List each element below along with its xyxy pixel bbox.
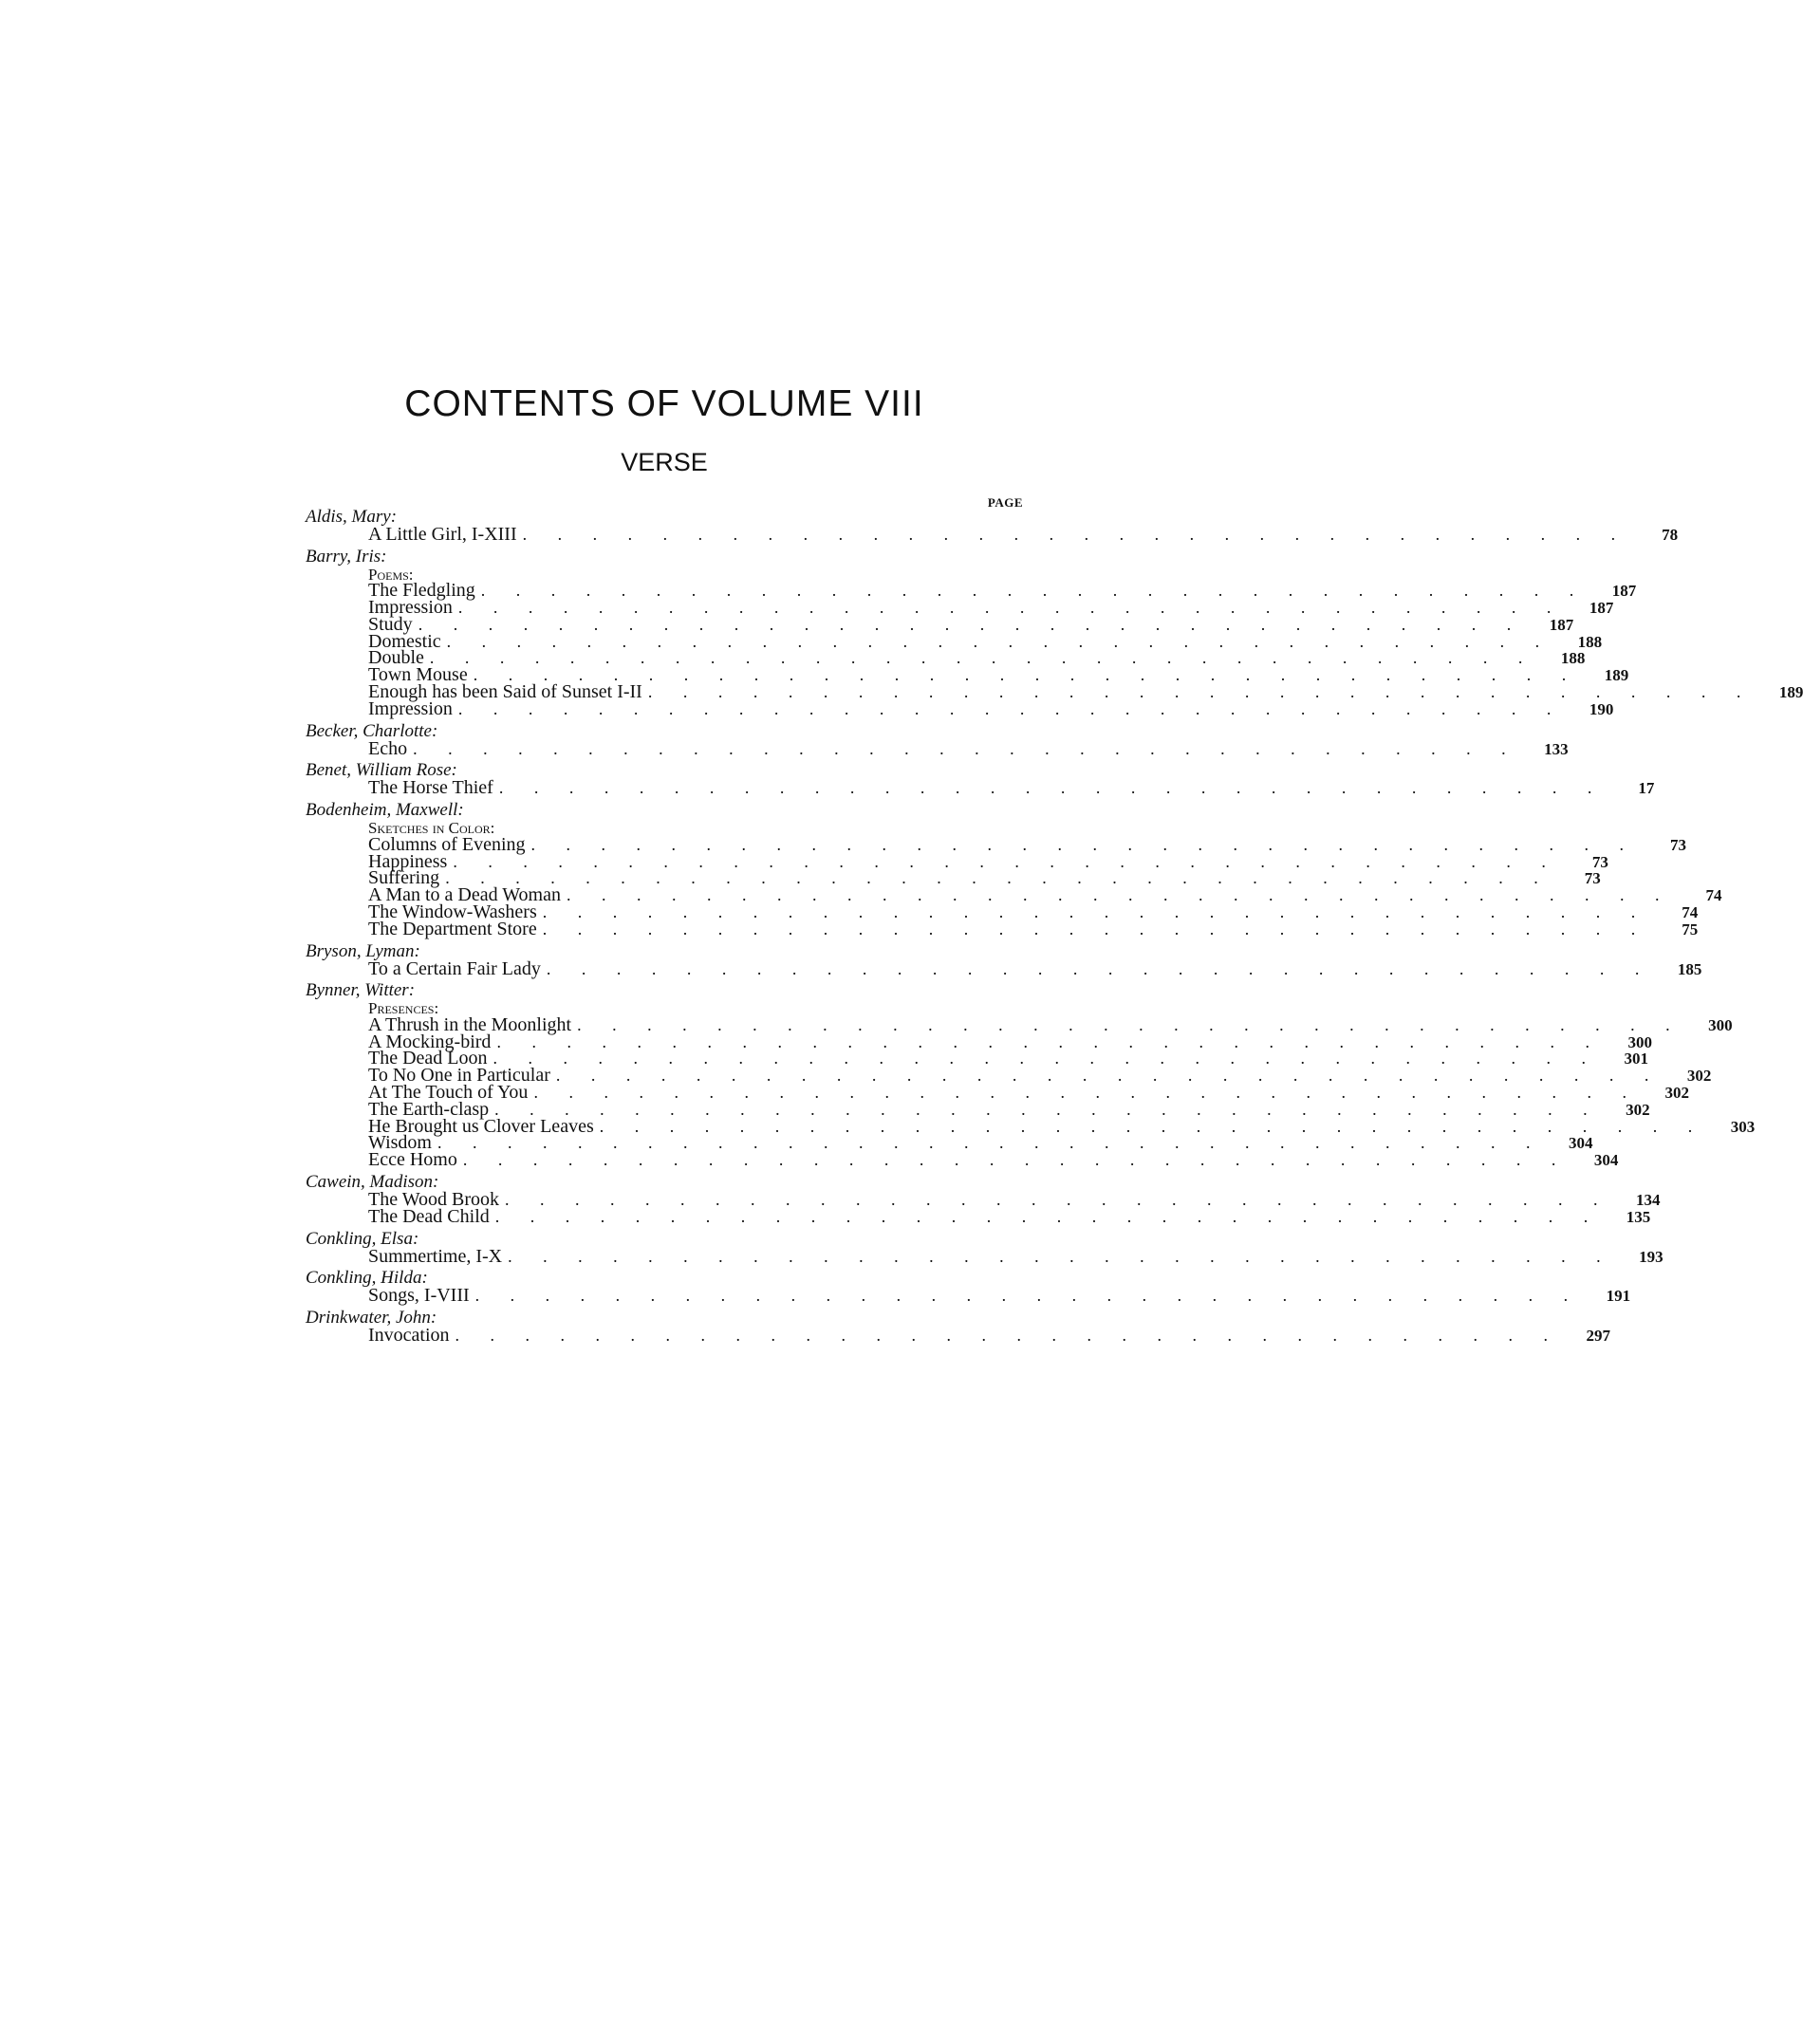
dot-leader: . . . . . . . . . . . . . . . . . . . . . . . . . . . . . . . .	[446, 631, 1553, 651]
entry-title: A Little Girl, I-XIII	[368, 524, 517, 545]
dot-leader: . . . . . . . . . . . . . . . . . . . . . . . . . . . . . . . .	[494, 1099, 1601, 1119]
entry-page-number: 133	[1544, 739, 1569, 758]
author-block	[306, 1228, 1664, 1267]
entry-title: At The Touch of You	[368, 1082, 529, 1104]
toc-entry	[368, 918, 1699, 939]
dot-leader: . . . . . . . . . . . . . . . . . . . . . . . . . . . . . . . .	[530, 834, 1638, 854]
author-block	[306, 507, 1679, 545]
dot-leader: . . . . . . . . . . . . . . . . . . . . . . . . . . . . . . . .	[647, 682, 1755, 702]
entry-page-number: 304	[1568, 1134, 1593, 1153]
entry-title: Summertime, I-X	[368, 1245, 503, 1267]
entry-title: A Man to a Dead Woman	[368, 884, 561, 906]
entry-title: Ecce Homo	[368, 1149, 457, 1171]
toc-entry	[368, 1325, 1611, 1347]
dot-leader: . . . . . . . . . . . . . . . . . . . . . . . . . . . . . . . .	[474, 1286, 1582, 1306]
entry-page-number: 190	[1589, 699, 1614, 718]
entry-page-number: 78	[1662, 526, 1679, 544]
entry-page-number: 74	[1682, 902, 1699, 921]
entry-title: The Fledgling	[368, 580, 475, 602]
entry-title: The Department Store	[368, 918, 537, 939]
group-heading: Poems:	[368, 565, 414, 584]
toc-entry	[368, 1245, 1664, 1267]
entry-page-number: 187	[1549, 615, 1574, 634]
entry-title: Double	[368, 647, 424, 669]
toc-entry	[368, 1205, 1651, 1227]
dot-leader: . . . . . . . . . . . . . . . . . . . . . . . . . . . . . . . .	[555, 1066, 1663, 1086]
entry-title: Happiness	[368, 850, 448, 872]
author-name: Cawein, Madison:	[306, 1172, 439, 1193]
entry-page-number: 135	[1626, 1207, 1651, 1226]
dot-leader: . . . . . . . . . . . . . . . . . . . . . . . . . . . . . . . .	[508, 1246, 1614, 1266]
entry-page-number: 189	[1778, 683, 1803, 702]
entry-page-number: 297	[1586, 1327, 1611, 1346]
entry-title: The Wood Brook	[368, 1189, 500, 1211]
entry-page-number: 187	[1611, 582, 1637, 601]
entry-page-number: 302	[1626, 1100, 1650, 1119]
entry-title: Songs, I-VIII	[368, 1285, 470, 1307]
dot-leader: . . . . . . . . . . . . . . . . . . . . . . . . . . . . . . . .	[533, 1083, 1640, 1103]
entry-page-number: 193	[1639, 1247, 1664, 1266]
entry-page-number: 301	[1624, 1050, 1649, 1068]
entry-title: Suffering	[368, 867, 440, 889]
entry-title: The Dead Loon	[368, 1048, 488, 1069]
dot-leader: . . . . . . . . . . . . . . . . . . . . . . . . . . . . . . . .	[522, 525, 1629, 544]
entry-title: The Horse Thief	[368, 777, 493, 799]
dot-leader: . . . . . . . . . . . . . . . . . . . . . . . . . . . . . . . .	[546, 958, 1653, 978]
dot-leader: . . . . . . . . . . . . . . . . . . . . . . . . . . . . . . . .	[498, 778, 1606, 798]
entry-page-number: 185	[1677, 959, 1702, 978]
toc-entry	[368, 777, 1655, 799]
entry-page-number: 302	[1664, 1084, 1689, 1103]
author-block	[306, 940, 1702, 979]
author-block	[306, 980, 1756, 1171]
entry-title: To a Certain Fair Lady	[368, 957, 541, 979]
dot-leader: . . . . . . . . . . . . . . . . . . . . . . . . . . . . . . . .	[445, 868, 1552, 888]
dot-leader: . . . . . . . . . . . . . . . . . . . . . . . . . . . . . . . .	[418, 614, 1525, 634]
entry-title: Columns of Evening	[368, 833, 526, 855]
dot-leader: . . . . . . . . . . . . . . . . . . . . . . . . . . . . . . . .	[542, 919, 1649, 938]
dot-leader: . . . . . . . . . . . . . . . . . . . . . . . . . . . . . . . .	[566, 885, 1673, 905]
entry-page-number: 75	[1682, 920, 1699, 938]
page-column-label: PAGE	[987, 495, 1023, 510]
toc-entry	[368, 957, 1702, 979]
dot-leader: . . . . . . . . . . . . . . . . . . . . . . . . . . . . . . . .	[493, 1049, 1600, 1068]
dot-leader: . . . . . . . . . . . . . . . . . . . . . . . . . . . . . . . .	[473, 665, 1580, 685]
author-name: Benet, William Rose:	[306, 760, 457, 781]
section-title: VERSE	[621, 448, 708, 476]
author-name: Bodenheim, Maxwell:	[306, 800, 464, 821]
entry-page-number: 303	[1730, 1117, 1756, 1136]
entry-page-number: 189	[1604, 666, 1629, 685]
author-block	[306, 800, 1722, 939]
entry-title: The Dead Child	[368, 1205, 490, 1227]
entry-title: Study	[368, 613, 413, 635]
entry-page-number: 17	[1638, 779, 1655, 798]
author-block	[306, 546, 1803, 719]
entry-page-number: 304	[1593, 1151, 1619, 1170]
entry-page-number: 73	[1670, 835, 1687, 854]
author-block	[306, 720, 1569, 759]
toc-entry	[368, 737, 1569, 759]
entry-title: Town Mouse	[368, 664, 468, 686]
author-name: Becker, Charlotte:	[306, 720, 438, 741]
group-heading: Presences:	[368, 999, 439, 1018]
dot-leader: . . . . . . . . . . . . . . . . . . . . . . . . . . . . . . . .	[494, 1206, 1602, 1226]
author-block	[306, 760, 1655, 799]
entry-page-number: 300	[1708, 1015, 1733, 1034]
dot-leader: . . . . . . . . . . . . . . . . . . . . . . . . . . . . . . . .	[437, 1133, 1544, 1153]
author-block	[306, 1308, 1611, 1347]
author-block	[306, 1268, 1631, 1307]
author-name: Conkling, Elsa:	[306, 1228, 419, 1249]
toc-entry	[368, 697, 1614, 719]
page-title: CONTENTS OF VOLUME VIII	[404, 383, 924, 424]
entry-page-number: 302	[1686, 1067, 1712, 1086]
dot-leader: . . . . . . . . . . . . . . . . . . . . . . . . . . . . . . . .	[496, 1031, 1603, 1051]
table-of-contents	[306, 507, 1803, 1348]
dot-leader: . . . . . . . . . . . . . . . . . . . . . . . . . . . . . . . .	[429, 648, 1536, 668]
toc-entry	[368, 1285, 1631, 1307]
dot-leader: . . . . . . . . . . . . . . . . . . . . . . . . . . . . . . . .	[413, 738, 1519, 758]
toc-entry	[368, 1149, 1619, 1171]
dot-leader: . . . . . . . . . . . . . . . . . . . . . . . . . . . . . . . .	[577, 1014, 1683, 1034]
dot-leader: . . . . . . . . . . . . . . . . . . . . . . . . . . . . . . . .	[599, 1116, 1706, 1136]
dot-leader: . . . . . . . . . . . . . . . . . . . . . . . . . . . . . . . .	[453, 851, 1559, 871]
entry-title: Invocation	[368, 1325, 450, 1347]
entry-title: Echo	[368, 737, 408, 759]
dot-leader: . . . . . . . . . . . . . . . . . . . . . . . . . . . . . . . .	[462, 1150, 1570, 1170]
entry-title: He Brought us Clover Leaves	[368, 1115, 594, 1137]
entry-title: To No One in Particular	[368, 1065, 550, 1087]
entry-page-number: 73	[1591, 852, 1608, 871]
author-name: Conkling, Hilda:	[306, 1268, 428, 1289]
entry-title: The Window-Washers	[368, 901, 537, 922]
entry-page-number: 188	[1577, 632, 1603, 651]
entry-page-number: 134	[1636, 1191, 1661, 1210]
toc-entry	[368, 524, 1679, 545]
dot-leader: . . . . . . . . . . . . . . . . . . . . . . . . . . . . . . . .	[505, 1190, 1611, 1210]
entry-page-number: 300	[1627, 1032, 1652, 1051]
dot-leader: . . . . . . . . . . . . . . . . . . . . . . . . . . . . . . . .	[480, 581, 1588, 601]
entry-page-number: 73	[1584, 869, 1601, 888]
entry-title: A Mocking-bird	[368, 1031, 492, 1052]
entry-title: Domestic	[368, 630, 441, 652]
author-name: Barry, Iris:	[306, 546, 387, 567]
entry-page-number: 191	[1606, 1287, 1631, 1306]
entry-title: Wisdom	[368, 1132, 432, 1154]
entry-title: Impression	[368, 697, 453, 719]
entry-title: A Thrush in the Moonlight	[368, 1013, 572, 1035]
dot-leader: . . . . . . . . . . . . . . . . . . . . . . . . . . . . . . . .	[457, 698, 1565, 718]
entry-page-number: 188	[1560, 649, 1586, 668]
author-name: Aldis, Mary:	[306, 507, 398, 527]
author-name: Bryson, Lyman:	[306, 940, 420, 961]
entry-title: Enough has been Said of Sunset I-II	[368, 681, 642, 703]
dot-leader: . . . . . . . . . . . . . . . . . . . . . . . . . . . . . . . .	[455, 1326, 1562, 1346]
group-heading: Sketches in Color:	[368, 819, 495, 838]
author-name: Bynner, Witter:	[306, 980, 416, 1001]
toc-entry	[368, 833, 1687, 855]
entry-title: The Earth-clasp	[368, 1098, 490, 1120]
author-block	[306, 1172, 1661, 1227]
entry-page-number: 74	[1705, 886, 1722, 905]
entry-page-number: 187	[1589, 599, 1614, 618]
author-name: Drinkwater, John:	[306, 1308, 437, 1329]
dot-leader: . . . . . . . . . . . . . . . . . . . . . . . . . . . . . . . .	[457, 598, 1565, 618]
dot-leader: . . . . . . . . . . . . . . . . . . . . . . . . . . . . . . . .	[542, 901, 1649, 921]
entry-title: Impression	[368, 597, 453, 619]
